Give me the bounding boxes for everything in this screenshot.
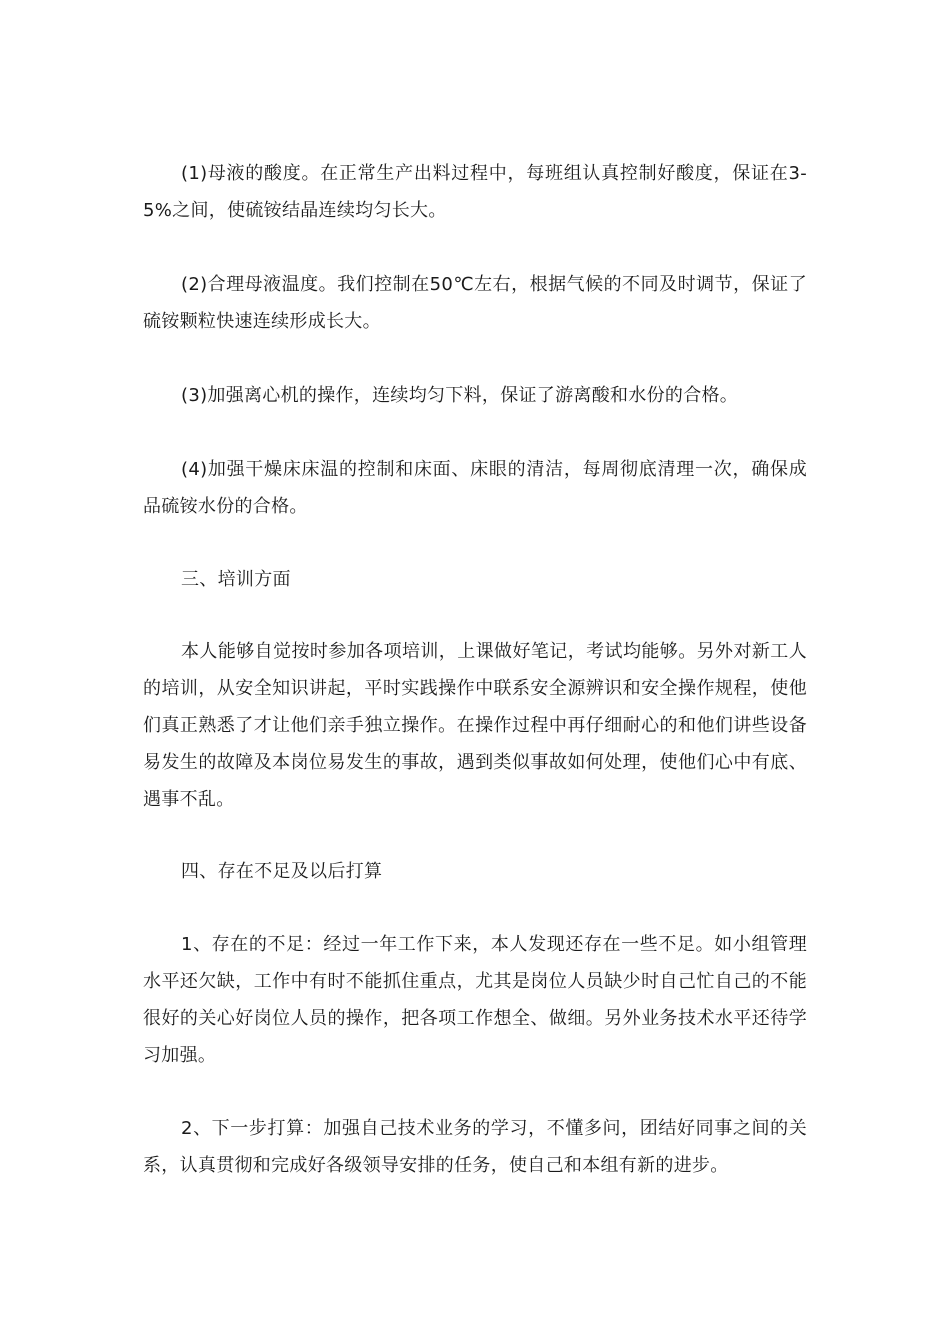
section-heading-training: 三、培训方面 (181, 569, 291, 590)
paragraph-next-plans: 2、下一步打算：加强自己技术业务的学习，不懂多问，团结好同事之间的关系，认真贯彻和完成好各级领导安排的任务，使自己和本组有新的进步。 (143, 1118, 807, 1176)
paragraph-centrifuge-operation: (3)加强离心机的操作，连续均匀下料，保证了游离酸和水份的合格。 (181, 385, 739, 406)
paragraph-mother-liquor-temperature: (2)合理母液温度。我们控制在50℃左右，根据气候的不同及时调节，保证了硫铵颗粒快速连续形成长大。 (143, 274, 807, 332)
paragraph-dryer-bed-control: (4)加强干燥床床温的控制和床面、床眼的清洁，每周彻底清理一次，确保成品硫铵水份的合格。 (143, 459, 807, 517)
paragraph-training-details: 本人能够自觉按时参加各项培训，上课做好笔记，考试均能够。另外对新工人的培训，从安全知识讲起，平时实践操作中联系安全源辨识和安全操作规程，使他们真正熟悉了才让他们亲手独立操作。在操作过程中再仔细耐心的和他们讲些设备易发生的故障及本岗位易发生的事故，遇到类似事故如何处理，使他们心中有底、遇事不乱。 (143, 641, 807, 810)
section-heading-shortcomings-plans: 四、存在不足及以后打算 (181, 861, 383, 882)
paragraph-mother-liquor-acidity: (1)母液的酸度。在正常生产出料过程中，每班组认真控制好酸度，保证在3-5%之间，使硫铵结晶连续均匀长大。 (143, 163, 807, 221)
paragraph-shortcomings: 1、存在的不足：经过一年工作下来，本人发现还存在一些不足。如小组管理水平还欠缺，工作中有时不能抓住重点，尤其是岗位人员缺少时自己忙自己的不能很好的关心好岗位人员的操作，把各项工作想全、做细。另外业务技术水平还待学习加强。 (143, 934, 807, 1066)
